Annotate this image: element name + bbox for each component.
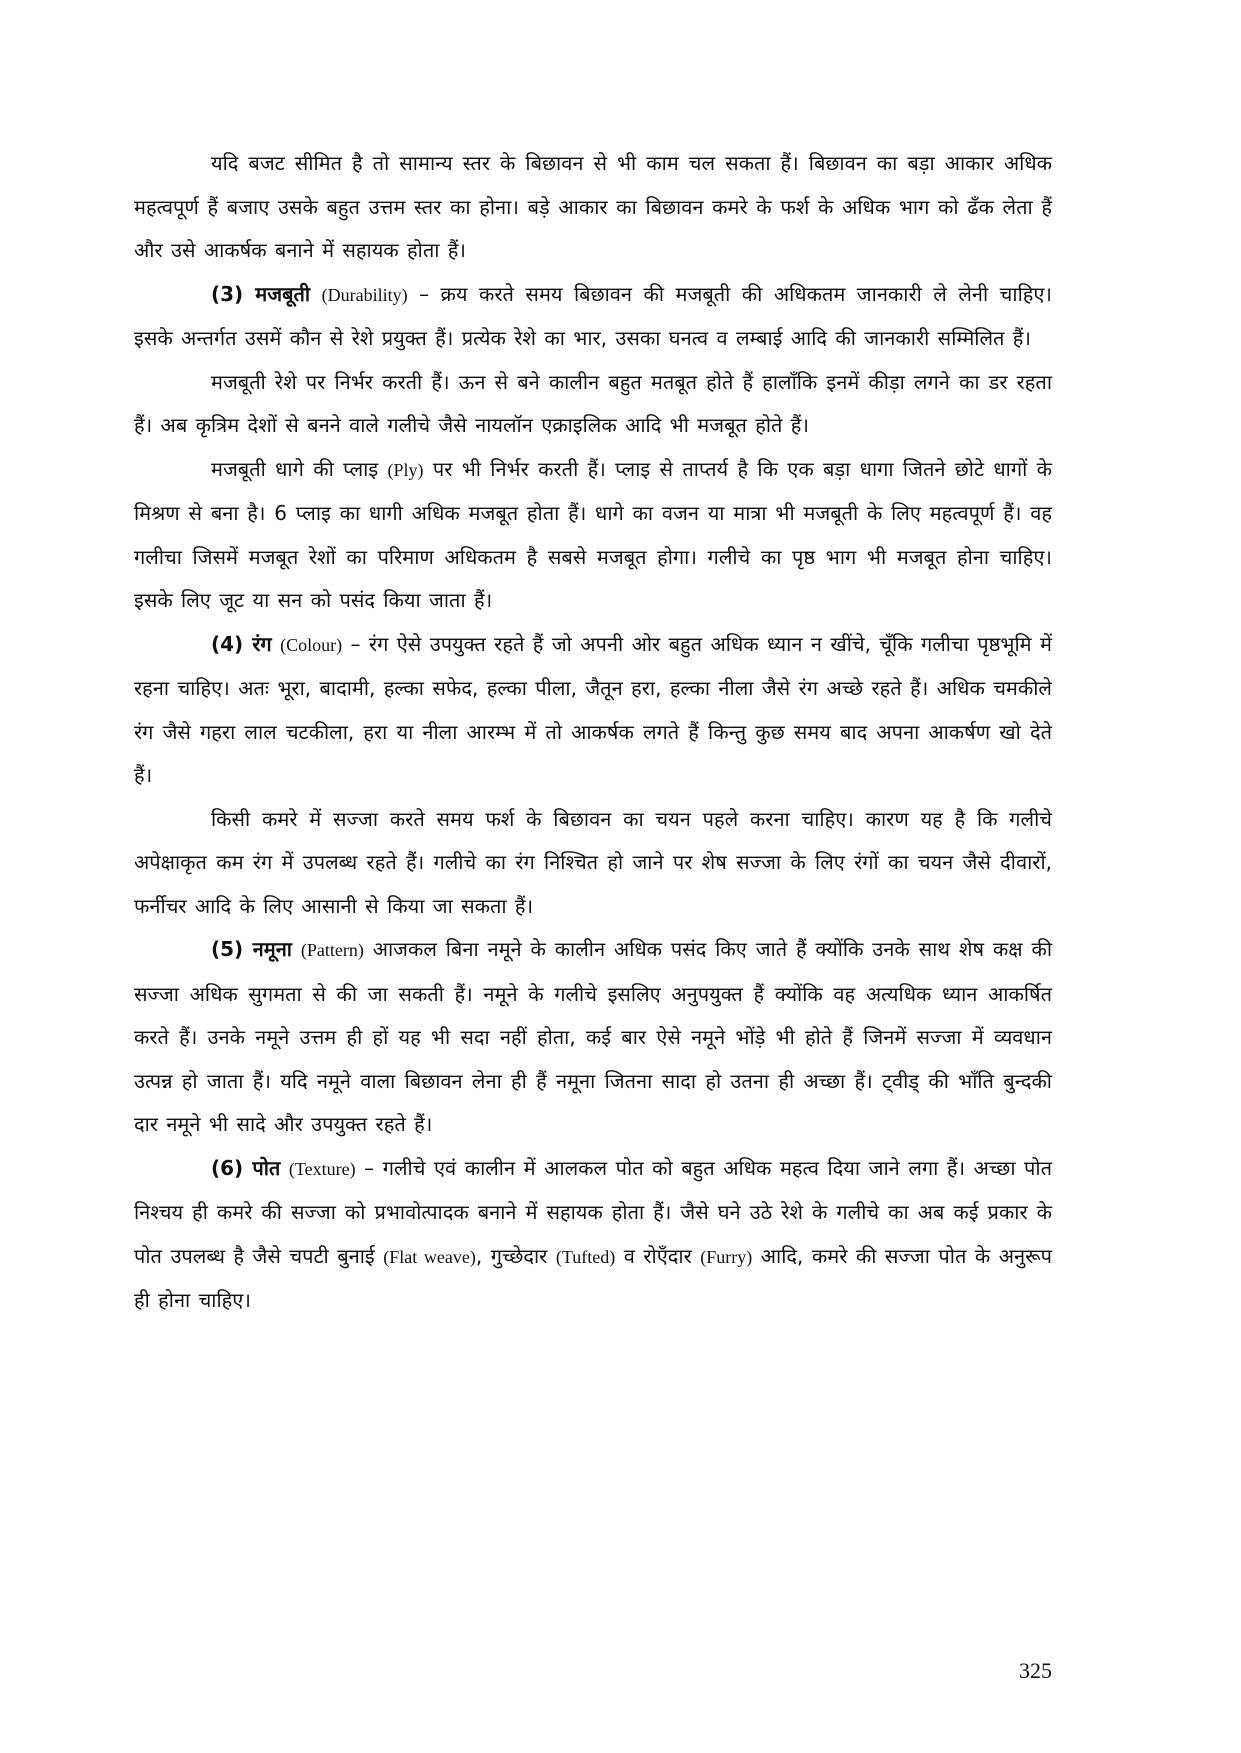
paragraph-text: – गलीचे एवं कालीन में आलकल पोत को बहुत अधिक महत्व दिया जाने लगा हैं। अच्छा पोत निश्चय ही कमरे की सज्जा को प्रभावोत्पादक बनाने में सहायक होता हैं। जैसे घने उठे रेशे के गलीचे का अब कई प्रकार के पोत उपलब्ध है जैसे चपटी बुनाई [134, 1155, 1052, 1268]
paragraph-text: – रंग ऐसे उपयुक्त रहते हैं जो अपनी ओर बहुत अधिक ध्यान न खींचे, चूँकि गलीचा पृष्ठभूमि में रहना चाहिए। अतः भूरा, बादामी, हल्का सफेद, हल्का पीला, जैतून हरा, हल्का नीला जैसे रंग अच्छे रहते हैं। अधिक चमकीले रंग जैसे गहरा लाल चटकीला, हरा या नीला आरम्भ में तो आकर्षक लगते हैं किन्तु कुछ समय बाद अपना आकर्षण खो देते हैं। [134, 631, 1052, 787]
paragraph-colour [134, 623, 1052, 798]
paragraph-fibre-strength: मजबूती रेशे पर निर्भर करती हैं। ऊन से बने कालीन बहुत मतबूत होते हैं हालाँकि इनमें कीड़ा लगने का डर रहता हैं। अब कृत्रिम देशों से बनने वाले गलीचे जैसे नायलॉन एक्राइलिक आदि भी मजबूत होते हैं। [134, 369, 1052, 437]
english-term: (Pattern) [300, 940, 364, 960]
section-heading-texture: (6) पोत [211, 1155, 281, 1180]
section-heading-pattern: (5) नमूना [211, 937, 292, 961]
english-term: (Ply) [387, 459, 424, 480]
paragraph-text: पर भी निर्भर करती हैं। प्लाइ से ताप्तर्य है कि एक बड़ा धागा जितने छोटे धागों के मिश्रण से बना है। 6 प्लाइ का धागी अधिक मजबूत होता हैं। धागे का वजन या मात्रा भी मजबूती के लिए महत्वपूर्ण हैं। वह गलीचा जिसमें मजबूत रेशों का परिमाण अधिकतम है सबसे मजबूत होगा। गलीचे का पृष्ठ भाग भी मजबूत होना चाहिए। इसके लिए जूट या सन को पसंद किया जाता हैं। [134, 456, 1052, 612]
page-body [134, 142, 1052, 1323]
english-term: (Furry) [700, 1246, 753, 1267]
paragraph-text: व रोएँदार [615, 1243, 701, 1268]
paragraph-text: मजबूती धागे की प्लाइ [211, 456, 388, 481]
english-term: (Tufted) [555, 1246, 616, 1267]
english-term: (Texture) [288, 1158, 356, 1179]
paragraph-ply [134, 448, 1052, 623]
paragraph-text: , गुच्छेदार [475, 1243, 556, 1268]
english-term: (Flat weave) [383, 1246, 476, 1267]
paragraph-pattern [134, 928, 1052, 1147]
paragraph-durability [134, 273, 1052, 361]
section-heading-colour: (4) रंग [211, 631, 272, 656]
section-heading-durability: (3) मजबूती [211, 281, 311, 306]
paragraph-texture [134, 1147, 1052, 1323]
paragraph-colour-selection: किसी कमरे में सज्जा करते समय फर्श के बिछावन का चयन पहले करना चाहिए। कारण यह है कि गलीचे अपेक्षाकृत कम रंग में उपलब्ध रहते हैं। गलीचे का रंग निश्चित हो जाने पर शेष सज्जा के लिए रंगों का चयन जैसे दीवारों, फर्नीचर आदि के लिए आसानी से किया जा सकता हैं। [134, 806, 1052, 918]
page-number: 325 [1019, 1658, 1052, 1683]
english-term: (Durability) [321, 284, 408, 305]
paragraph-text: आजकल बिना नमूने के कालीन अधिक पसंद किए जाते हैं क्योंकि उनके साथ शेष कक्ष की सज्जा अधिक सुगमता से की जा सकती हैं। नमूने के गलीचे इसलिए अनुपयुक्त हैं क्योंकि वह अत्यधिक ध्यान आकर्षित करते हैं। उनके नमूने उत्तम ही हों यह भी सदा नहीं होता, कई बार ऐसे नमूने भोंड़े भी होते हैं जिनमें सज्जा में व्यवधान उत्पन्न हो जाता हैं। यदि नमूने वाला बिछावन लेना ही हैं नमूना जितना सादा हो उतना ही अच्छा हैं। ट्वीड् की भाँति बुन्दकी दार नमूने भी सादे और उपयुक्त रहते हैं। [134, 937, 1052, 1136]
english-term: (Colour) [280, 634, 343, 655]
paragraph-text: आदि, कमरे की सज्जा पोत के अनुरूप ही होना चाहिए। [134, 1243, 1053, 1312]
paragraph-text: – क्रय करते समय बिछावन की मजबूती की अधिकतम जानकारी ले लेनी चाहिए। इसके अन्तर्गत उसमें कौन से रेशे प्रयुक्त हैं। प्रत्येक रेशे का भार, उसका घनत्व व लम्बाई आदि की जानकारी सम्मिलित हैं। [134, 281, 1053, 350]
paragraph-budget: यदि बजट सीमित है तो सामान्य स्तर के बिछावन से भी काम चल सकता हैं। बिछावन का बड़ा आकार अधिक महत्वपूर्ण हैं बजाए उसके बहुत उत्तम स्तर का होना। बड़े आकार का बिछावन कमरे के फर्श के अधिक भाग को ढँक लेता हैं और उसे आकर्षक बनाने में सहायक होता हैं। [134, 151, 1052, 262]
